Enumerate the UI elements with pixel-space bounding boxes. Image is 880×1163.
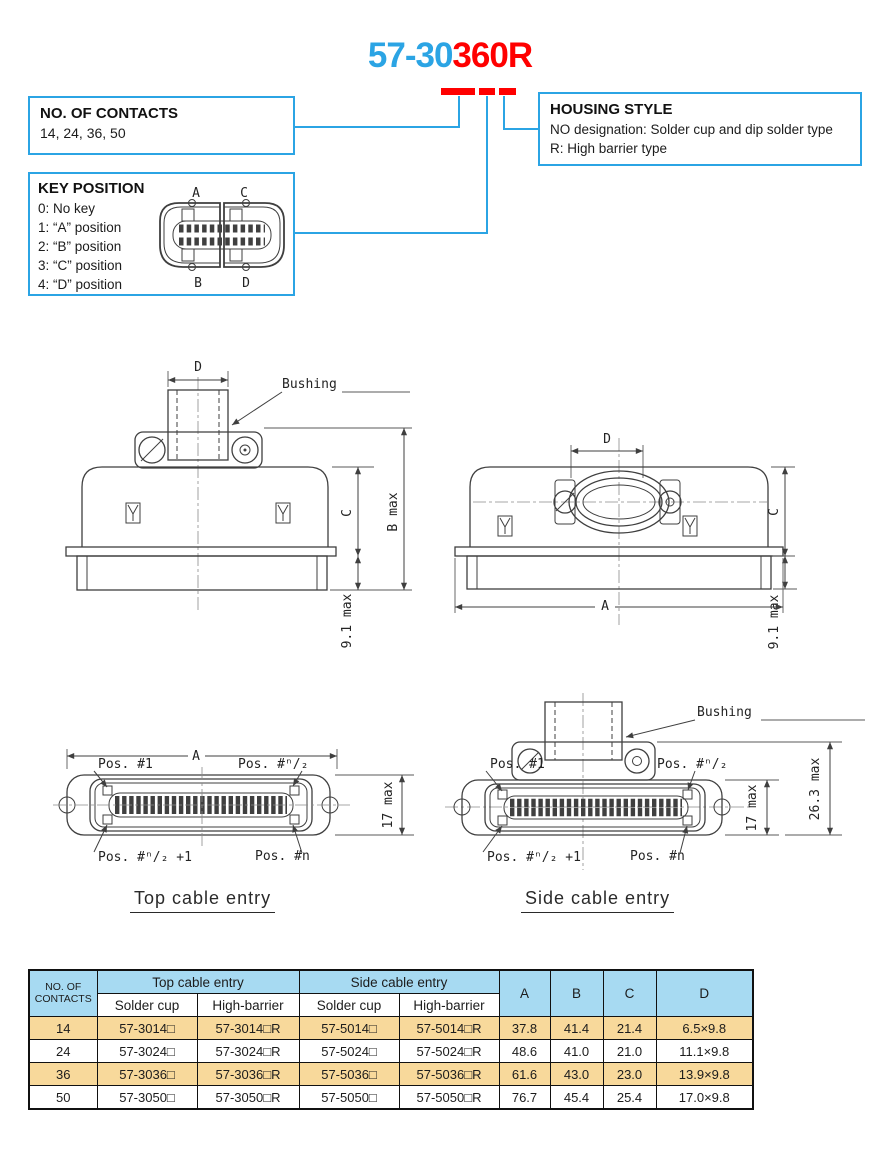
cell-contacts: 14: [29, 1017, 97, 1040]
key-label-c: C: [240, 186, 248, 201]
col-header-contacts: [29, 970, 97, 1017]
callout-heading: KEY POSITION: [38, 180, 145, 197]
cell-side-high: 57-5024□R: [399, 1040, 499, 1063]
cell-side-solder: 57-5024□: [299, 1040, 399, 1063]
cell-d: 6.5×9.8: [656, 1017, 753, 1040]
cell-side-high: 57-5036□R: [399, 1063, 499, 1086]
dim-17-label: 17 max: [745, 784, 760, 832]
part-number-table: [28, 969, 754, 1110]
cell-d: 13.9×9.8: [656, 1063, 753, 1086]
digit-underline: [499, 88, 516, 95]
dim-c-label: C: [767, 508, 782, 516]
side-entry-face-drawing: [445, 685, 870, 890]
digit-underline: [441, 88, 475, 95]
cell-top-high: 57-3014□R: [197, 1017, 299, 1040]
part-number-title: [368, 36, 532, 76]
cell-c: 21.4: [603, 1017, 656, 1040]
cell-contacts: 24: [29, 1040, 97, 1063]
key-item: 1: “A” position: [38, 220, 122, 235]
table-row: [29, 1040, 753, 1063]
cell-b: 41.4: [550, 1017, 603, 1040]
cell-top-solder: 57-3014□: [97, 1017, 197, 1040]
callout-housing-style: [538, 92, 862, 166]
dim-a-label: A: [601, 599, 609, 614]
spec-table-wrapper: [28, 969, 754, 1110]
col-header-top-entry: Top cable entry: [97, 970, 299, 994]
key-position-diagram: [152, 186, 292, 291]
cell-top-solder: 57-3036□: [97, 1063, 197, 1086]
cell-contacts: 36: [29, 1063, 97, 1086]
housing-line: R: High barrier type: [550, 141, 668, 156]
cell-a: 37.8: [499, 1017, 550, 1040]
col-header-d: D: [656, 970, 753, 1017]
cell-b: 45.4: [550, 1086, 603, 1110]
key-item: 0: No key: [38, 201, 96, 216]
bushing-label: Bushing: [697, 705, 752, 720]
key-item: 2: “B” position: [38, 239, 122, 254]
key-label-a: A: [192, 186, 200, 201]
cell-top-high: 57-3050□R: [197, 1086, 299, 1110]
callout-no-of-contacts: [28, 96, 295, 155]
subheader-side-high-barrier: High-barrier: [399, 994, 499, 1017]
cell-b: 41.0: [550, 1040, 603, 1063]
table-row: [29, 1086, 753, 1110]
callout-key-position: [28, 172, 295, 296]
cell-side-solder: 57-5036□: [299, 1063, 399, 1086]
cell-top-solder: 57-3050□: [97, 1086, 197, 1110]
cell-side-solder: 57-5050□: [299, 1086, 399, 1110]
col-header-a: A: [499, 970, 550, 1017]
dim-d-label: D: [603, 432, 611, 447]
cell-a: 48.6: [499, 1040, 550, 1063]
pos-n-label: Pos. #n: [255, 849, 310, 864]
dim-17-label: 17 max: [381, 781, 396, 829]
top-entry-front-drawing: [60, 355, 420, 655]
callout-heading: HOUSING STYLE: [550, 101, 673, 118]
cell-side-solder: 57-5014□: [299, 1017, 399, 1040]
pos-half-label: Pos. #ⁿ/₂: [657, 757, 728, 772]
pos-half-plus-label: Pos. #ⁿ/₂ +1: [98, 850, 192, 865]
caption-top-cable-entry: Top cable entry: [130, 888, 275, 913]
key-label-b: B: [194, 276, 202, 291]
dim-a-label: A: [192, 749, 200, 764]
leader-line: [486, 96, 488, 234]
contacts-values: 14, 24, 36, 50: [40, 125, 126, 141]
pos-n-label: Pos. #n: [630, 849, 685, 864]
key-item: 4: “D” position: [38, 277, 123, 292]
cell-b: 43.0: [550, 1063, 603, 1086]
cell-top-high: 57-3024□R: [197, 1040, 299, 1063]
cell-c: 21.0: [603, 1040, 656, 1063]
dim-c-label: C: [340, 509, 355, 517]
pos-1-label: Pos. #1: [490, 757, 545, 772]
cell-side-high: 57-5050□R: [399, 1086, 499, 1110]
col-header-side-entry: Side cable entry: [299, 970, 499, 994]
col-header-contacts-line1: NO. OF: [45, 981, 82, 993]
dim-263-label: 26.3 max: [808, 757, 823, 821]
leader-line: [503, 96, 505, 130]
leader-line: [295, 126, 460, 128]
key-item: 3: “C” position: [38, 258, 123, 273]
bushing-label: Bushing: [282, 377, 337, 392]
dim-91-label: 9.1 max: [340, 593, 355, 649]
pos-half-label: Pos. #ⁿ/₂: [238, 757, 309, 772]
cell-c: 23.0: [603, 1063, 656, 1086]
col-header-c: C: [603, 970, 656, 1017]
dim-91-label: 9.1 max: [767, 594, 782, 650]
col-header-b: B: [550, 970, 603, 1017]
table-row: [29, 1017, 753, 1040]
subheader-top-solder-cup: Solder cup: [97, 994, 197, 1017]
pos-half-plus-label: Pos. #ⁿ/₂ +1: [487, 850, 581, 865]
cell-d: 11.1×9.8: [656, 1040, 753, 1063]
side-entry-front-drawing: [445, 420, 810, 670]
cell-a: 61.6: [499, 1063, 550, 1086]
subheader-top-high-barrier: High-barrier: [197, 994, 299, 1017]
cell-c: 25.4: [603, 1086, 656, 1110]
leader-line: [458, 96, 460, 128]
dim-d-label: D: [194, 360, 202, 375]
top-entry-face-drawing: [50, 725, 445, 890]
table-row: [29, 1063, 753, 1086]
cell-a: 76.7: [499, 1086, 550, 1110]
part-number-prefix: 57-30: [367, 36, 453, 75]
cell-side-high: 57-5014□R: [399, 1017, 499, 1040]
digit-underline: [479, 88, 495, 95]
cell-top-solder: 57-3024□: [97, 1040, 197, 1063]
caption-side-cable-entry: Side cable entry: [521, 888, 674, 913]
leader-line: [295, 232, 488, 234]
housing-line: NO designation: Solder cup and dip solder type: [550, 122, 833, 137]
leader-line: [503, 128, 540, 130]
subheader-side-solder-cup: Solder cup: [299, 994, 399, 1017]
cell-top-high: 57-3036□R: [197, 1063, 299, 1086]
key-label-d: D: [242, 276, 250, 291]
dim-b-label: B max: [386, 492, 401, 532]
col-header-contacts-line2: CONTACTS: [34, 992, 92, 1005]
cell-contacts: 50: [29, 1086, 97, 1110]
cell-d: 17.0×9.8: [656, 1086, 753, 1110]
callout-heading: NO. OF CONTACTS: [40, 105, 179, 122]
table-header-row: [29, 970, 753, 994]
part-number-highlight: 360R: [452, 36, 533, 75]
pos-1-label: Pos. #1: [98, 757, 153, 772]
